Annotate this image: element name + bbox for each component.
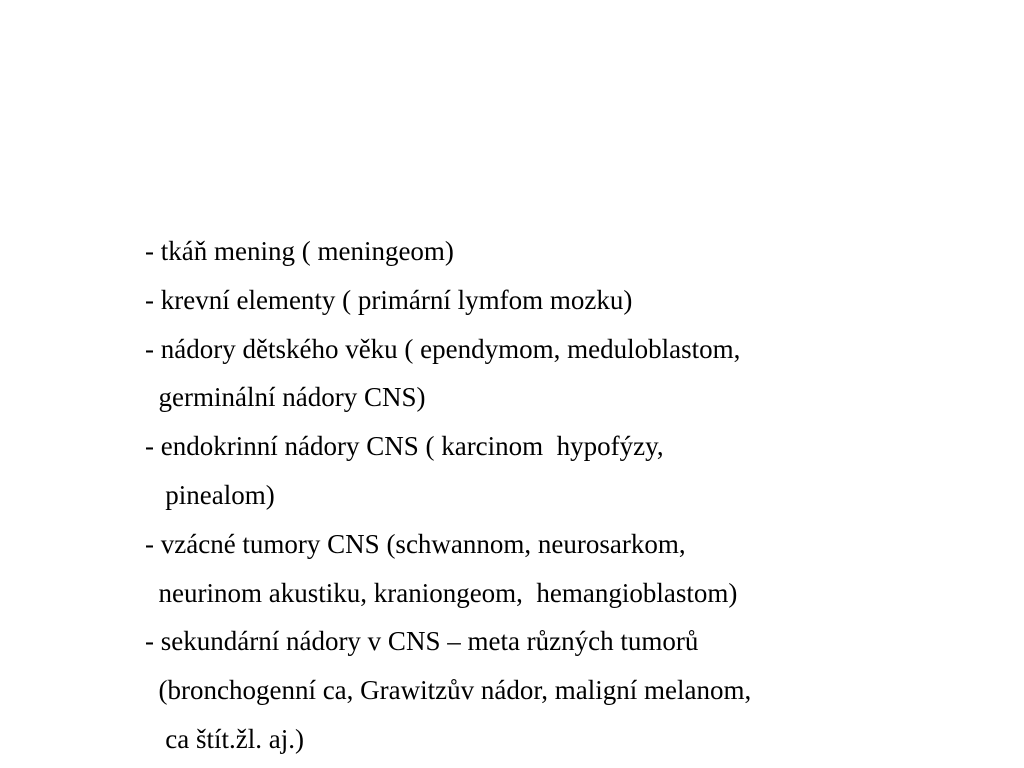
text-line-meningeom: - tkáň mening ( meningeom) xyxy=(145,236,454,266)
text-line-sekundarni: - sekundární nádory v CNS – meta různých tumorů xyxy=(145,626,699,657)
text-line-detsky-vek: - nádory dětského věku ( ependymom, meduloblastom, xyxy=(145,333,741,364)
text-line-lymfom: - krevní elementy ( primární lymfom mozku) xyxy=(145,284,633,315)
text-line-pinealom: pinealom) xyxy=(145,479,275,510)
text-line-bronchogenni: (bronchogenní ca, Grawitzův nádor, maligní melanom, xyxy=(145,675,752,706)
text-line-vzacne: - vzácné tumory CNS (schwannom, neurosarkom, xyxy=(145,528,686,559)
text-line-neurinom: neurinom akustiku, kraniongeom, hemangioblastom) xyxy=(145,577,738,608)
text-line-germinalni: germinální nádory CNS) xyxy=(145,382,426,413)
text-line-endokrinni: - endokrinní nádory CNS ( karcinom hypofýzy, xyxy=(145,431,664,462)
text-block xyxy=(145,230,1005,767)
text-line-stit: ca štít.žl. aj.) xyxy=(145,723,304,754)
